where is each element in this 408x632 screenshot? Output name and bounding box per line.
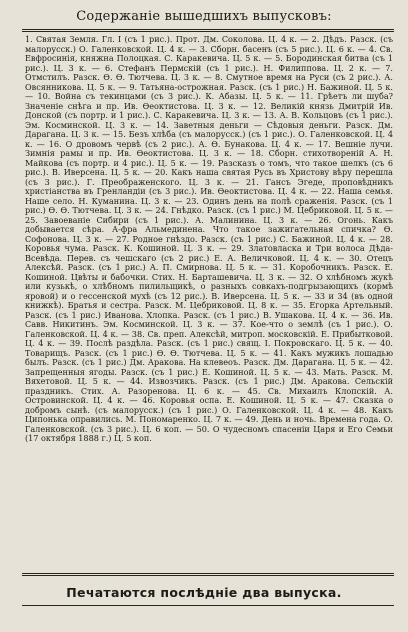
issues-list-paragraph: 1. Святая Земля. Гл. I (съ 1 рис.). Прот. Дм. Соколова. Ц. 4 к. — 2. Дѣдъ. Разск. (съ малорусск.) О. Галенковской. Ц. 4 к. — 3. Сборн. басенъ (съ 5 рис.). Ц. 6 к. — 4. Св. Евфросинія, княжна Полоцкая. С. Каракевича. Ц. 5 к. — 5. Бородинская битва (съ 1 рис.). Ц. 3 к. — 6. Стефанъ Пермскій (съ 1 рис.). Н. Филиппова. Ц. 2 к. — 7. Отмстилъ. Разск. Ѳ. Ѳ. Тютчева. Ц. 3 к. — 8. Смутное время на Руси (съ 2 рис.). А. Овсянникова. Ц. 5 к. — 9. Татьяна-острожная. Разск. (съ 1 рис.) Н. Бажиной. Ц. 5 к. — 10. Война съ текинцами (съ 3 рис.). К. Абазы. Ц. 5 к. — 11. Грѣетъ ли шуба? Значеніе снѣга и пр. Ив. Ѳеоктистова. Ц. 3 к. — 12. Великій князь Дмитрій Ив. Донской (съ портр. и 1 рис.). С. Каракевича. Ц. 3 к. — 13. А. В. Кольцовъ (съ 1 рис.). Эм. Косминской. Ц. 3 к. — 14. Заветныя деньги — Сѣдовыя деньги. Разск. Дм. Дарагана. Ц. 3 к. — 15. Безъ хлѣба (съ малорусск.) (съ 1 рис.). О. Галенковской. Ц. 4 к. — 16. О дровомъ червѣ (съ 2 рис.). А. Ѳ. Бунакова. Ц. 4 к. — 17. Вешніе лучи. Зимнія рамы и пр. Ив. Ѳеоктистова. Ц. 3 к. — 18. Сборн. стихотвореній А. Н. Майкова (съ портр. и 4 рис.). Ц. 5 к. — 19. Разсказъ о томъ, что такое шелкъ (съ 6 рис.). В. Иверсена. Ц. 5 к. — 20. Какъ наша святая Русь въ Христову вѣру перешла (съ 3 рис.). Г. Преображенского. Ц. 3 к. — 21. Гансъ Эгеде, проповѣдникъ христіанства въ Гренландіи (съ 3 рис.). Ив. Ѳеоктистова. Ц. 4 к. — 22. Наша семья. Наше село. Н. Куманина. Ц. 3 к. — 23. Одинъ день на полѣ сраженія. Разск. (съ 1 рис.) Ѳ. Ѳ. Тютчева. Ц. 3 к. — 24. Гнѣдко. Разск. (съ 1 рис.) М. Цебриковой. Ц. 5 к. — 25. Завоеваніе Сибири (съ 1 рис.). А. Малинина. Ц. 3 к. — 26. Огонь. Какъ добывается сѣра. А-фра Альмединена. Что такое зажигательная спичка? Ѳ. Софонова. Ц. 3 к. — 27. Родное гнѣздо. Разск. (съ 1 рис.) С. Бажиной. Ц. 4 к. — 28. Коровья чума. Разск. К. Кошиной. Ц. 3 к. — 29. Златовласка и Три волоса Дѣда-Всевѣда. Перев. съ чешскаго (съ 2 рис.) Е. А. Величковой. Ц. 4 к. — 30. Отецъ Алексѣй. Разск. (съ 1 рис.) А. П. Смирнова. Ц. 5 к. — 31. Коробочникъ. Разск. Е. Кошиной. Цвѣты и бабочки. Стих. Н. Барташевича. Ц. 3 к. — 32. О хлѣбномъ жукѣ или кузькѣ, о хлѣбномъ пилильщикѣ, о разныхъ совкахъ-подгрызающихъ (кормѣ яровой) и о гессенской мухѣ (съ 12 рис.). В. Иверсена. Ц. 5 к. — 33 и 34 (въ одной книжкѣ). Братья и сестра. Разск. М. Цебриковой. Ц. 8 к. — 35. Егорка Артельный. Разск. (съ 1 рис.) Иванова. Хлопка. Разск. (съ 1 рис.) В. Ушакова. Ц. 4 к. — 36. Ив. Савв. Никитинъ. Эм. Косминской. Ц. 3 к. — 37. Кое-что о землѣ (съ 1 рис.). О. Галенковской. Ц. 4 к. — 38. Св. преп. Алексѣй, митроп. московскій. Е. Прибытковой. Ц. 4 к. — 39. Послѣ раздѣла. Разск. (съ 1 рис.) свящ. І. Покровскаго. Ц. 5 к. — 40. Товарищъ. Разск. (съ 1 рис.) Ѳ. Ѳ. Тютчева. Ц. 5 к. — 41. Какъ мужикъ лошадью былъ. Разск. (съ 1 рис.) Дм. Аракова. На клевеоъ. Разск. Дм. Дарагана. Ц. 5 к. — 42. Запрещенныя ягоды. Разск. (съ 1 рис.) Е. Кошиной. Ц. 5 к. — 43. Мать. Разск. М. Вяхетовой. Ц. 5 к. — 44. Извозчикъ. Разск. (съ 1 рис.) Дм. Аракова. Сельскій праздникъ. Стих. А. Разоренова. Ц. 6 к. — 45. Св. Михаилъ Клопскій. А. Островинской. Ц. 4 к. — 46. Коровья оспа. Е. Кошиной. Ц. 5 к. — 47. Сказка о добромъ сынѣ. (съ малорусск.) (съ 1 рис.) О. Галенковской. Ц. 4 к. — 48. Какъ Ципонька оправились. М. Пономаренко. Ц. 7 к. — 49. День и ночь. Времена года. О. Галенковской. (съ 3 рис.). Ц. 6 коп. — 50. О чудесномъ спасеніи Царя и Его Семьи (17 октября 1888 г.) Ц. 5 коп. (25, 35, 393, 443)
footer-rule-bottom (22, 575, 394, 576)
contents-heading: Содержаніе вышедшихъ выпусковъ: (76, 9, 332, 24)
footer-rule-top (22, 573, 394, 574)
footer-rule-underline (22, 605, 394, 606)
footer-notice: Печатаются послѣдніе два выпуска. (66, 585, 342, 600)
header-rule-bottom (22, 31, 394, 32)
header-rule-top (22, 29, 394, 30)
